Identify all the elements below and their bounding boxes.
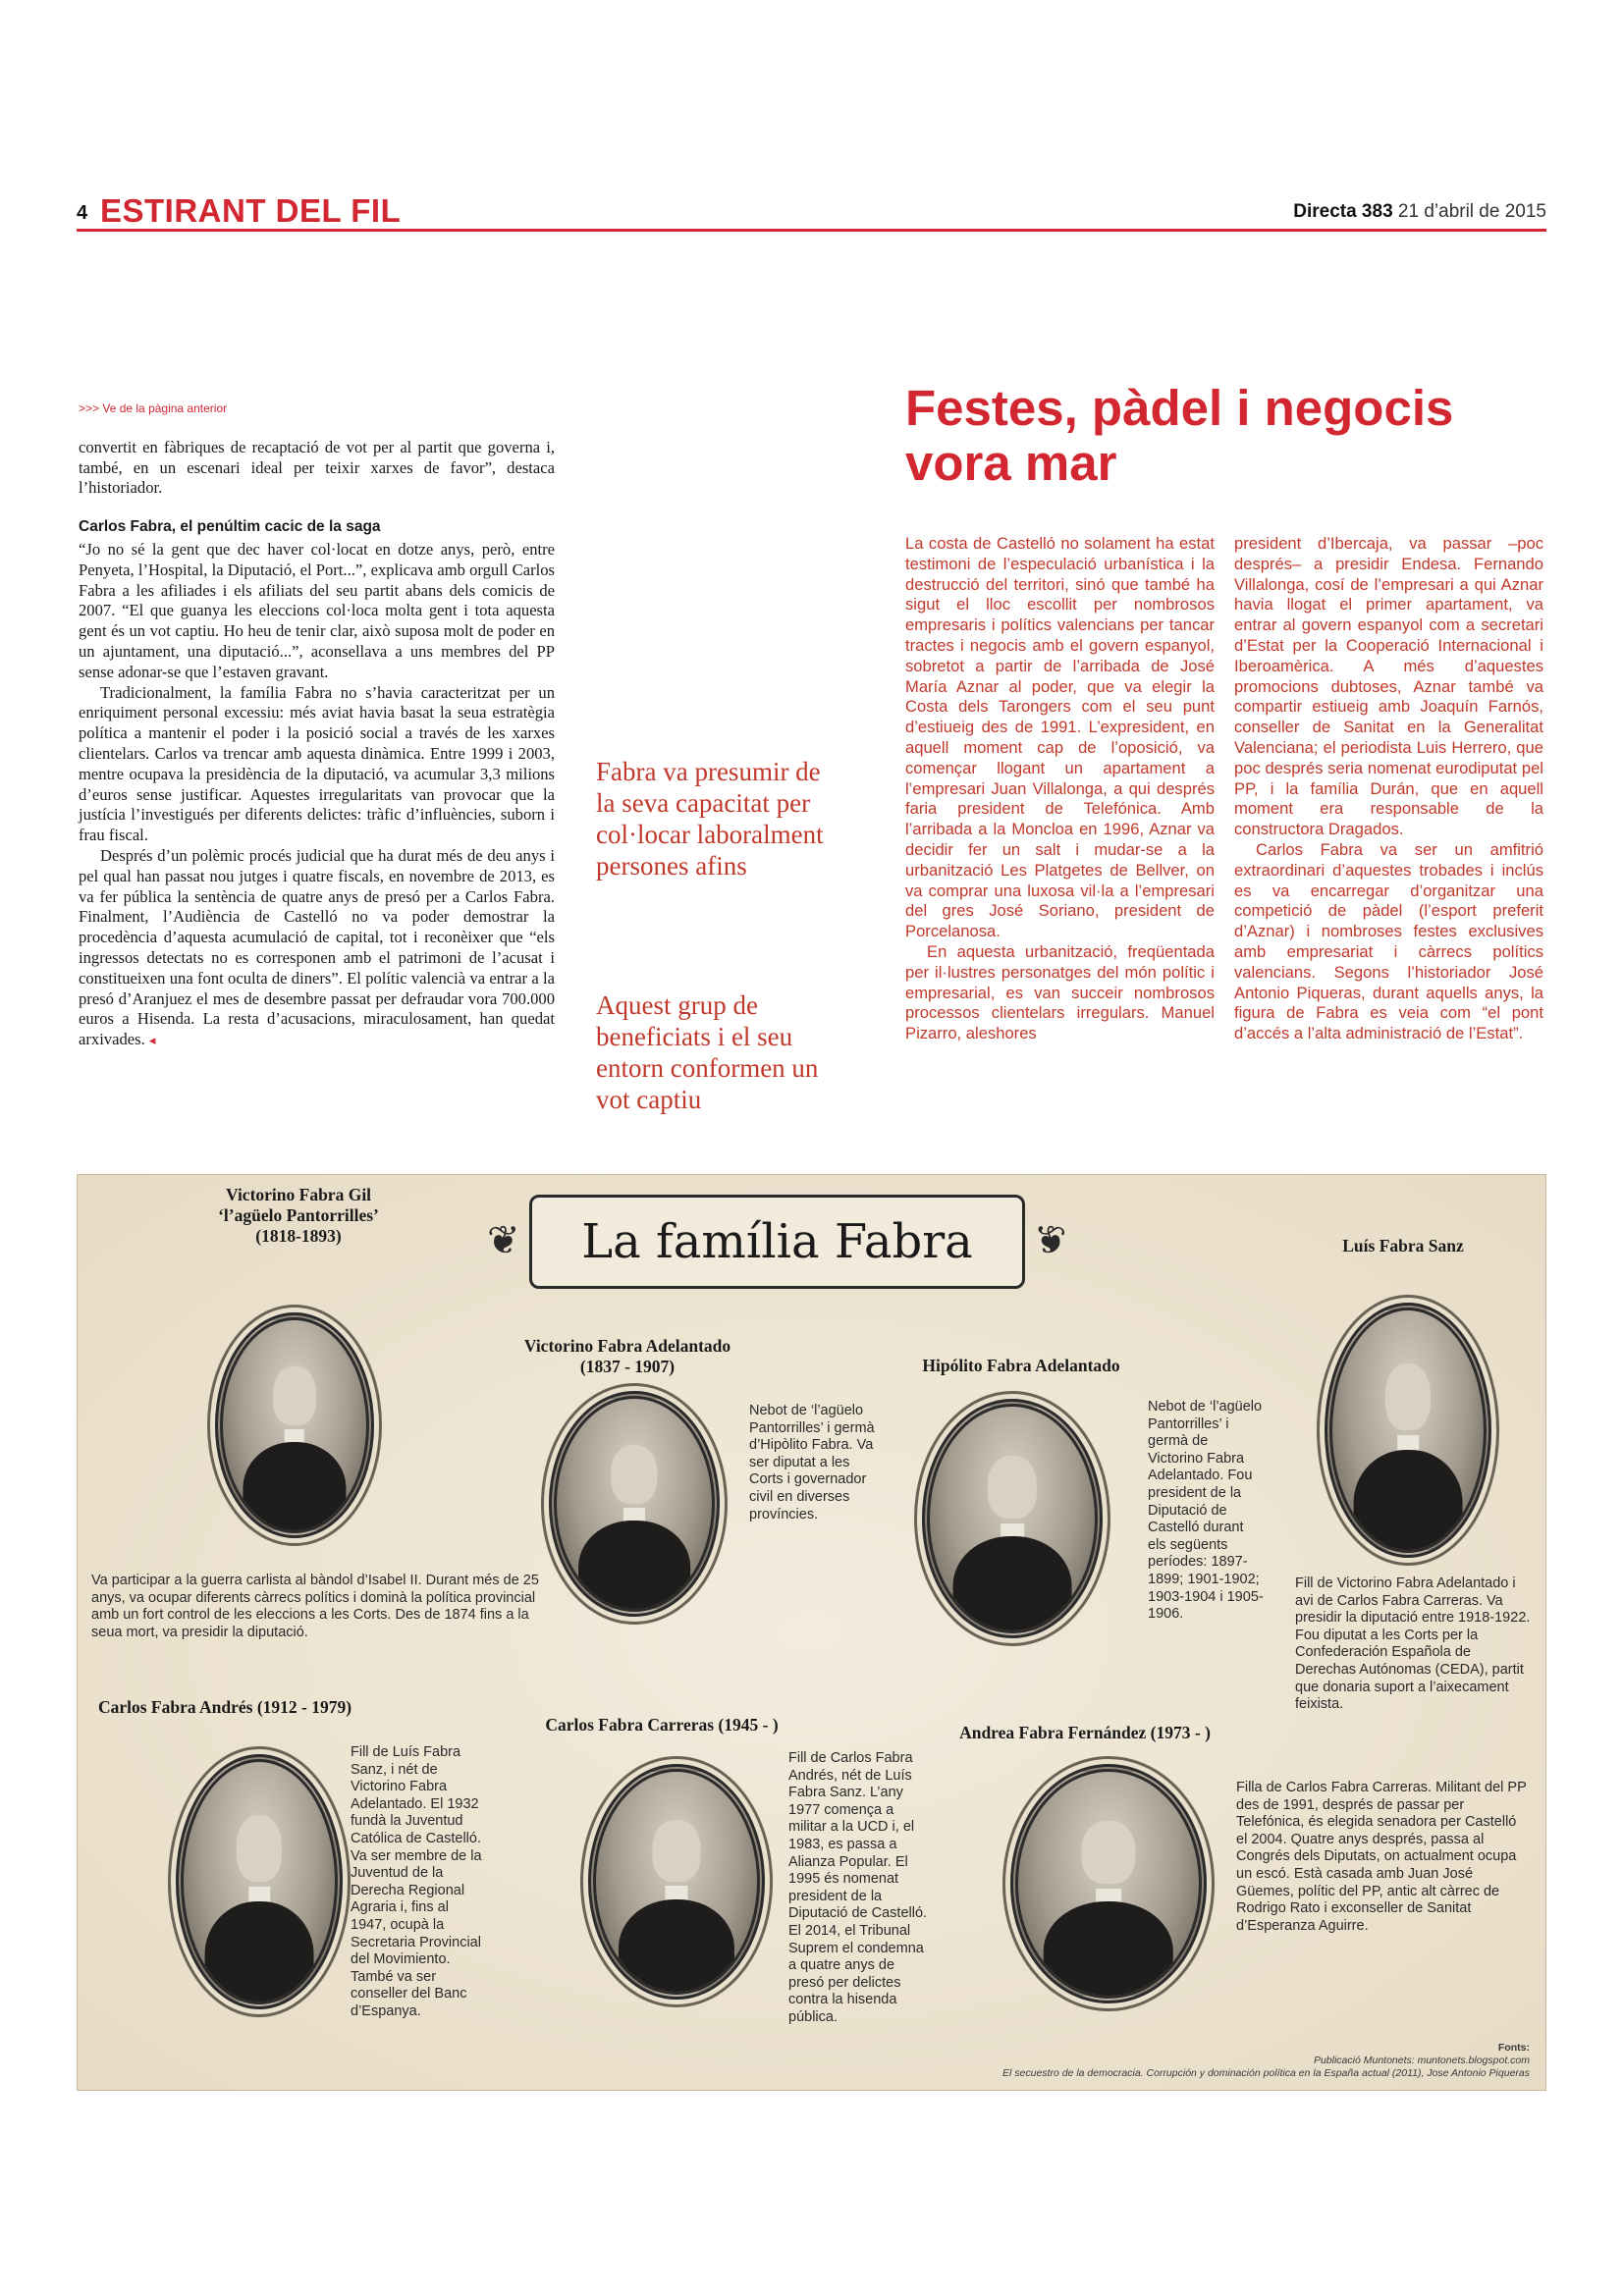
member-bio-7: Filla de Carlos Fabra Carreras. Militant del PP des de 1991, després de passar per Telefónica, és elegida senadora per Castelló el 2004. Quatre anys després, passa al Congrés dels Diputats, on actualment ocupa un escó. Està casada amb Juan José Güemes, polític del PP, antic alt càrrec de Rodrigo Rato i exconseller de Sanitat d’Esperanza Aguirre.: [1236, 1780, 1527, 1934]
continued-label: >>> Ve de la pàgina anterior: [79, 401, 228, 415]
article-paragraph-2: En aquesta urbanització, freqüentada per il·lustres personatges del món polític i empresarial, es van succeir nombrosos processos clientelars irregulars. Manuel Pizarro, aleshores: [905, 941, 1215, 1043]
pull-quote-2: Aquest grup de beneficiats i el seu entorn conformen un vot captiu: [596, 990, 819, 1114]
publication-name: Directa 383: [1293, 201, 1393, 222]
family-infographic: [77, 1174, 1546, 2091]
subheading: Carlos Fabra, el penúltim cacic de la saga: [79, 518, 381, 536]
article-paragraph-4: Carlos Fabra va ser un amfitrió extraordinari d’aquestes trobades i inclús es va encarregar d’organitzar una competició de pàdel (l’esport preferit d’Aznar) i nombroses festes exclusives amb empresariat i càrrecs polítics valencians. Segons l’historiador José Antonio Piqueras, durant aquells anys, la figura de Fabra es veia com “el pont d’accés a l’alta administració de l’Estat”.: [1234, 839, 1543, 1043]
article-paragraph-1: La costa de Castelló no solament ha estat testimoni de l’especulació urbanística i la destrucció del territori, sinó que també ha sigut el lloc escollit per nombrosos empresaris i polítics valencians per tancar tractes i negocis amb el govern espanyol, sobretot a partir de l’arribada de José María Aznar al poder, que va elegir la Costa dels Tarongers com el seu punt d’estiueig des de 1991. L’expresident, en aquell moment cap de l’oposició, va començar llogant un apartament a l’empresari Juan Villalonga, a qui després faria president de Telefónica. Amb l’arribada a la Moncloa en 1996, Aznar va decidir fer un salt i mudar-se a la urbanització Les Platgetes de Bellver, on va comprar una luxosa vil·la a l’empresari del gres José Soriano, president de Porcelanosa.: [905, 534, 1215, 941]
portrait-body-2: [578, 1521, 690, 1617]
portrait-body-1: [243, 1442, 346, 1538]
member-bio-4: Fill de Victorino Fabra Adelantado i avi de Carlos Fabra Carreras. Va presidir la diputació entre 1918-1922. Fou diputat a les Corts per la Confederación Española de Derechas Autónomas (CEDA), partit que donaria suport a l’aixecament feixista.: [1295, 1575, 1531, 1713]
member-name-7: Andrea Fabra Fernández (1973 - ): [959, 1723, 1211, 1742]
issue-date: 21 d’abril de 2015: [1397, 201, 1546, 222]
portrait-6: [588, 1764, 765, 2000]
source-2: El secuestro de la democracia. Corrupción y dominación política en la España actual (2011), Jose Antonio Piqueras: [1002, 2067, 1530, 2079]
pull-quote-1: Fabra va presumir de la seva capacitat per col·locar laboralment persones afins: [596, 757, 824, 881]
member-name-1: Victorino Fabra Gil ‘l’agüelo Pantorrilles’ (1818-1893): [218, 1185, 379, 1246]
header-rule: [77, 229, 1546, 232]
intro-paragraph: convertit en fàbriques de recaptació de vot per al partit que governa i, també, en un escenari ideal per teixir xarxes de favor”, destaca l’historiador.: [79, 437, 555, 498]
portrait-body-3: [953, 1536, 1072, 1638]
article-paragraph-3: president d’Ibercaja, va passar –poc després– a presidir Endesa. Fernando Villalonga, cosí de l’empresari a qui Aznar havia llogat el primer apartament, va entrar al govern espanyol com a secretari d’Estat per la Cooperació Internacional i Iberoamèrica. A més d’aquestes promocions dubtoses, Aznar també va compartir estiueig amb Joaquín Farnós, conseller de Sanitat en la Generalitat Valenciana; el periodista Luis Herrero, que poc després seria nomenat eurodiputat pel PP, i la família Durán, que en aquell moment era responsable de la constructora Dragados.: [1234, 534, 1543, 839]
portrait-body-6: [619, 1899, 734, 2000]
article-headline: Festes, pàdel i negocis vora mar: [905, 380, 1454, 491]
member-name-4: Luís Fabra Sanz: [1342, 1236, 1464, 1255]
body-paragraph-3: Després d’un polèmic procés judicial que ha durat més de deu anys i pel qual han passat nou jutges i quatre fiscals, en novembre de 2013, es va fer pública la sentència de quatre anys de presó per a Carlos Fabra. Finalment, l’Audiència de Castelló no va poder demostrar la procedència d’aquesta acumulació de capital, tot i reconèixer que “els ingressos detectats no es corresponen amb el patrimoni de l’acusat i constitueixen una font oculta de diners”. El polític valencià va entrar a la presó d’Aranjuez el mes de desembre passat per defraudar vora 700.000 euros a Hisenda. La resta d’acusacions, miraculosament, han quedat arxivades.: [79, 845, 555, 1049]
page-number: 4: [77, 202, 88, 224]
left-column: [79, 399, 555, 1051]
member-name-5: Carlos Fabra Andrés (1912 - 1979): [97, 1697, 352, 1717]
page-header: [77, 192, 1546, 232]
infographic-banner: [529, 1195, 1025, 1289]
member-name-2: Victorino Fabra Adelantado (1837 - 1907): [523, 1336, 731, 1376]
portrait-body-4: [1354, 1450, 1463, 1558]
member-bio-6: Fill de Carlos Fabra Andrés, nét de Luís Fabra Sanz. L’any 1977 comença a militar a la UCD i, el 1983, es passa a Alianza Popular. El 1995 és nomenat president de la Diputació de Castelló. El 2014, el Tribunal Suprem el condemna a quatre anys de presó per delictes contra la hisenda pública.: [788, 1750, 928, 2025]
infographic-title: ❦ La família Fabra: [581, 1214, 973, 1269]
portrait-head-5: [237, 1815, 282, 1882]
portrait-3: [922, 1399, 1103, 1638]
portrait-2: [549, 1391, 720, 1617]
member-bio-2: Nebot de ‘l’agüelo Pantorrilles’ i germà d’Hipòlito Fabra. Va ser diputat a les Corts i governador civil en diverses províncies.: [749, 1403, 875, 1522]
sources-label: Fonts:: [1497, 2042, 1530, 2054]
portrait-head-6: [652, 1820, 700, 1882]
end-mark-icon: ◂: [148, 1033, 156, 1048]
body-paragraph-3-wrap: [79, 846, 555, 1051]
member-bio-5: Fill de Luís Fabra Sanz, i nét de Victorino Fabra Adelantado. El 1932 fundà la Juventud Católica de Castelló. Va ser membre de la Juventud de la Derecha Regional Agraria i, fins al 1947, ocupà la Secretaria Provincial del Movimiento. També va ser conseller del Banc d’Espanya.: [351, 1744, 482, 2019]
member-bio-1: Va participar a la guerra carlista al bàndol d’Isabel II. Durant més de 25 anys, va ocupar diferents càrrecs polítics i dominà la política provincial amb un fort control de les eleccions a les Corts. Des de 1874 fins a la seua mort, va presidir la diputació.: [91, 1573, 539, 1640]
portrait-head-2: [611, 1445, 657, 1504]
article-column-1: [905, 534, 1215, 1044]
infographic-sources: [1002, 2042, 1530, 2080]
member-bio-3: Nebot de ‘l’agüelo Pantorrilles’ i germà de Victorino Fabra Adelantado. Fou president de la Diputació de Castelló durant els següents períodes: 1897-1899; 1901-1902; 1903-1904 i 1905-1906.: [1148, 1399, 1264, 1623]
section-title: ESTIRANT DEL FIL: [100, 192, 402, 229]
portrait-head-1: [273, 1366, 316, 1425]
portrait-7: [1010, 1764, 1207, 2003]
member-name-3: Hipólito Fabra Adelantado: [922, 1356, 1120, 1375]
portrait-head-4: [1385, 1363, 1431, 1430]
portrait-head-3: [988, 1456, 1037, 1519]
portrait-body-7: [1044, 1901, 1173, 2003]
member-name-6: Carlos Fabra Carreras (1945 - ): [545, 1715, 779, 1735]
portrait-4: [1325, 1303, 1491, 1558]
source-1: Publicació Muntonets: muntonets.blogspot.com: [1313, 2055, 1530, 2066]
article-column-2: [1234, 534, 1543, 1044]
body-paragraph-2: Tradicionalment, la família Fabra no s’havia caracteritzat per un enriquiment personal excessiu: més aviat havia basat la seua estratègia política a mantenir el poder i la posició social a través de les xarxes clientelars. Carlos va trencar amb aquesta dinàmica. Entre 1999 i 2003, mentre ocupava la presidència de la diputació, va acumular 3,3 milions d’euros sense justificar. Aquestes irregularitats van provocar que la justícia l’investigués per diferents delictes: tràfic d’influències, suborn i frau fiscal.: [79, 682, 555, 845]
portrait-1: [215, 1312, 374, 1538]
portrait-head-7: [1081, 1821, 1135, 1884]
body-paragraph-1: “Jo no sé la gent que dec haver col·locat en dotze anys, però, entre Penyeta, l’Hospital, la Diputació, el Port...”, explicava amb orgull Carlos Fabra a les afiliades i els afiliats del seu partit abans dels comicis de 2007. “El que guanya les eleccions col·loca molta gent i tota aquesta gent és un vot captiu. Ho heu de tenir clar, això suposa molt de poder en un ajuntament, una diputació...”, aconsellava a uns membres del PP sense adonar-se que l’estaven gravant.: [79, 539, 555, 681]
portrait-body-5: [205, 1901, 314, 2009]
portrait-5: [176, 1754, 343, 2009]
issue-info: [1293, 201, 1546, 223]
